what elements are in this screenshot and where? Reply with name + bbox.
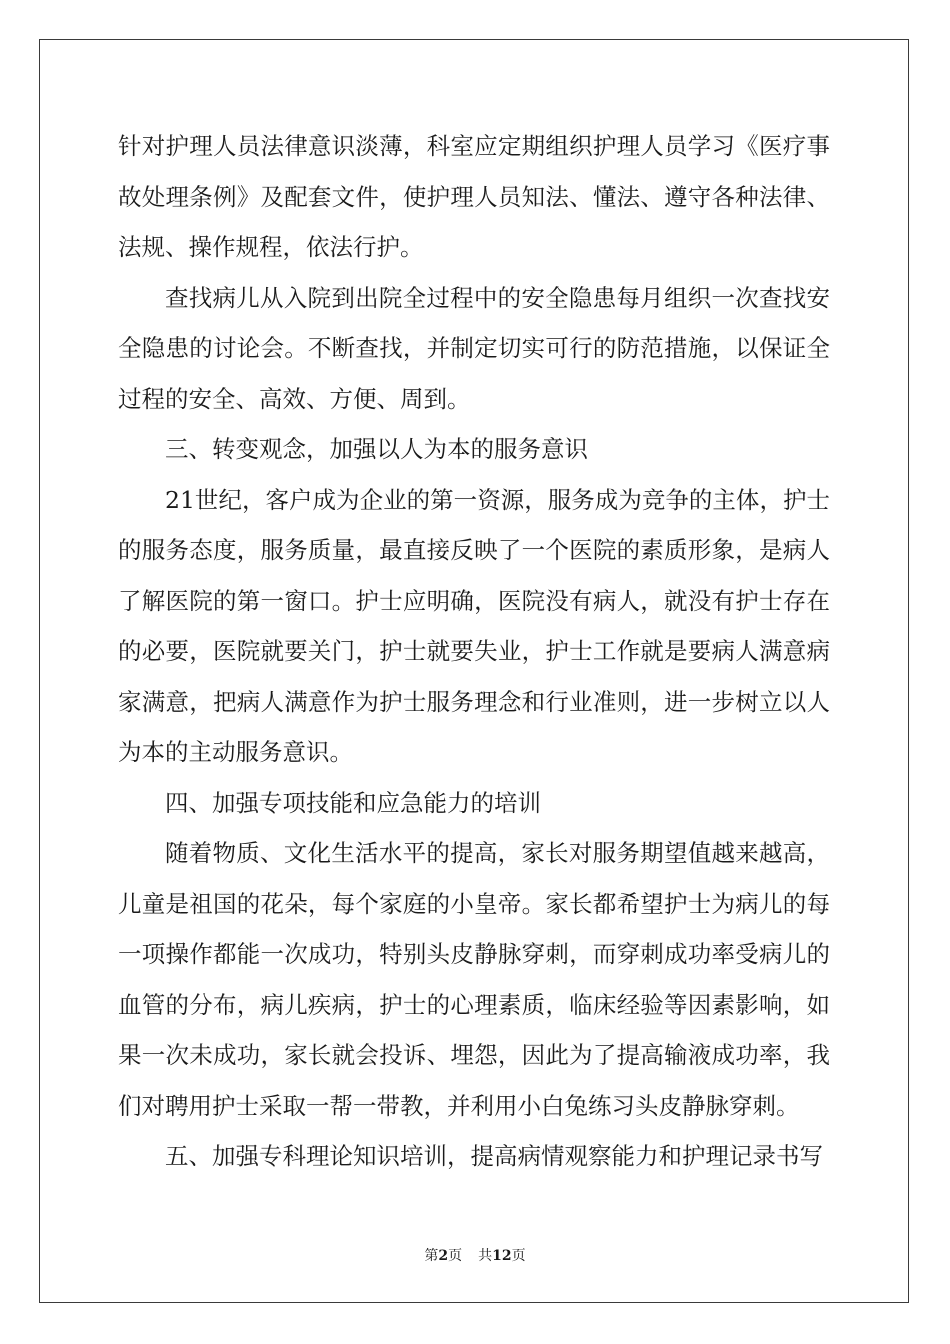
total-prefix: 共	[478, 1248, 493, 1264]
section-heading-4: 四、加强专项技能和应急能力的培训	[165, 788, 541, 817]
paragraph-2: 查找病儿从入院到出院全过程中的安全隐患每月组织一次查找安全隐患的讨论会。不断查找，并制定切实可行的防范措施，以保证全过程的安全、高效、方便、周到。	[118, 283, 830, 413]
paragraph-4: 21世纪，客户成为企业的第一资源，服务成为竞争的主体，护士的服务态度，服务质量，最直接反映了一个医院的素质形象，是病人了解医院的第一窗口。护士应明确，医院没有病人，就没有护士存在的必要，医院就要关门，护士就要失业，护士工作就是要病人满意病家满意，把病人满意作为护士服务理念和行业准则，进一步树立以人为本的主动服务意识。	[118, 485, 830, 766]
total-pages: 12	[492, 1248, 512, 1264]
total-suffix: 页	[511, 1248, 526, 1264]
page-prefix: 第	[424, 1248, 439, 1264]
section-heading-3: 三、转变观念，加强以人为本的服务意识	[165, 435, 588, 463]
section-heading-5: 五、加强专科理论知识培训，提高病情观察能力和护理记录书写	[165, 1142, 823, 1170]
page-number: 2	[438, 1248, 449, 1264]
page-footer	[0, 1245, 950, 1265]
paragraph-6: 随着物质、文化生活水平的提高，家长对服务期望值越来越高，儿童是祖国的花朵，每个家庭的小皇帝。家长都希望护士为病儿的每一项操作都能一次成功，特别头皮静脉穿刺，而穿刺成功率受病儿的血管的分布，病儿疾病，护士的心理素质，临床经验等因素影响，如果一次未成功，家长就会投诉、埋怨，因此为了提高输液成功率，我们对聘用护士采取一帮一带教，并利用小白兔练习头皮静脉穿刺。	[118, 839, 830, 1120]
paragraph-1: 针对护理人员法律意识淡薄，科室应定期组织护理人员学习《医疗事故处理条例》及配套文件，使护理人员知法、懂法、遵守各种法律、法规、操作规程，依法行护。	[118, 132, 830, 261]
page-suffix: 页	[448, 1248, 463, 1264]
document-body	[118, 121, 830, 1182]
